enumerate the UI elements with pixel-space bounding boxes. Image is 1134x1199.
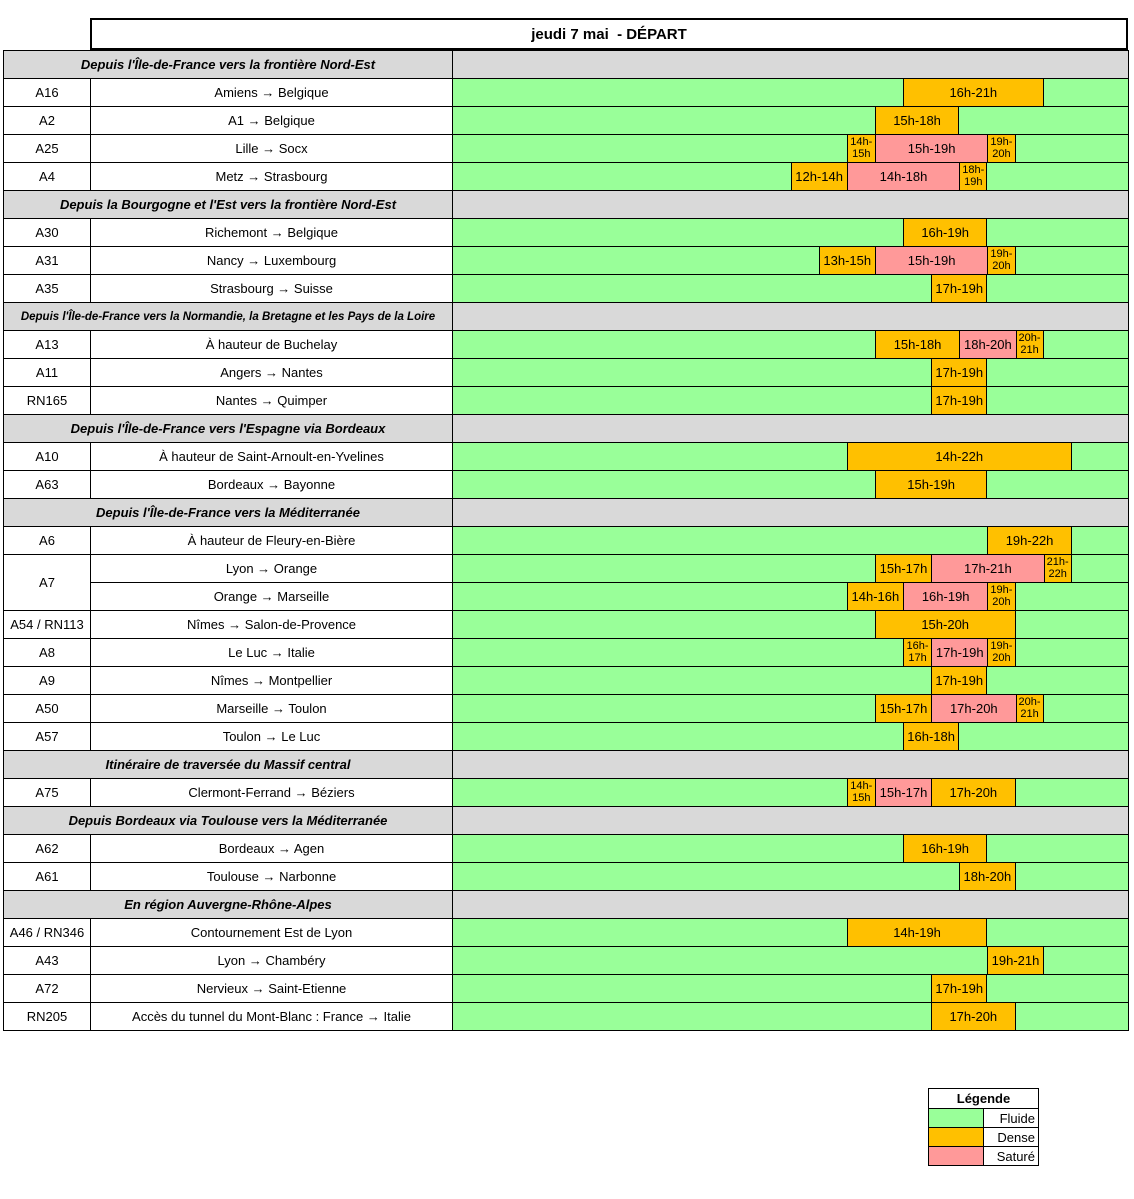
road-code: A43: [4, 947, 91, 975]
traffic-row: [4, 975, 1129, 1003]
traffic-segment-dense: 15h-17h: [875, 555, 931, 582]
timeline-cell: [453, 387, 1129, 415]
traffic-segment-dense: 17h-20h: [931, 779, 1015, 806]
traffic-segment-dense: 15h-20h: [875, 611, 1016, 638]
traffic-segment-dense: [847, 779, 875, 806]
traffic-segment-dense: 15h-19h: [875, 471, 988, 498]
road-code: A75: [4, 779, 91, 807]
section-header-label: Depuis l'Île-de-France vers la Méditerranée: [4, 499, 453, 527]
traffic-table: [3, 50, 1129, 1031]
road-code: A30: [4, 219, 91, 247]
route-label: Nervieux → Saint-Etienne: [91, 975, 453, 1003]
route-label: Nîmes → Salon-de-Provence: [91, 611, 453, 639]
traffic-row: [4, 443, 1129, 471]
segment-label-line: 21h: [1020, 343, 1039, 356]
traffic-row: [4, 779, 1129, 807]
traffic-segment-dense: [987, 583, 1015, 610]
traffic-row: [4, 639, 1129, 667]
timeline-cell: [453, 975, 1129, 1003]
timeline-cell: [453, 555, 1129, 583]
traffic-row: [4, 219, 1129, 247]
road-code: A11: [4, 359, 91, 387]
traffic-segment-dense: 12h-14h: [791, 163, 847, 190]
road-code: A2: [4, 107, 91, 135]
section-header-fill: [453, 51, 1129, 79]
segment-label-line: 18h-: [962, 164, 985, 176]
route-label: Metz → Strasbourg: [91, 163, 453, 191]
timeline-cell: [453, 107, 1129, 135]
timeline-cell: [453, 135, 1129, 163]
segment-label-line: 14h-: [850, 136, 873, 148]
traffic-row: [4, 247, 1129, 275]
segment-label-line: 19h-: [990, 640, 1013, 652]
road-code: A31: [4, 247, 91, 275]
segment-label-line: 22h: [1048, 567, 1067, 580]
route-label: Bordeaux → Bayonne: [91, 471, 453, 499]
traffic-segment-dense: 15h-18h: [875, 331, 959, 358]
traffic-row: [4, 863, 1129, 891]
traffic-row: [91, 583, 1129, 611]
traffic-segment-dense: [1044, 555, 1072, 582]
segment-label-line: 15h: [852, 147, 871, 160]
segment-label-line: 19h-: [990, 136, 1013, 148]
traffic-row: [4, 275, 1129, 303]
section-header-label: Depuis l'Île-de-France vers la Normandie, la Bretagne et les Pays de la Loire: [4, 303, 453, 331]
traffic-row: [4, 79, 1129, 107]
section-header-label: Depuis Bordeaux via Toulouse vers la Méditerranée: [4, 807, 453, 835]
timeline-cell: [453, 443, 1129, 471]
timeline-cell: [453, 863, 1129, 891]
title-spacer: [3, 18, 90, 50]
traffic-segment-dense: 17h-19h: [931, 359, 987, 386]
section-header-row: [4, 751, 1129, 779]
traffic-row: [91, 555, 1129, 583]
route-label: Lyon → Chambéry: [91, 947, 453, 975]
timeline-cell: [453, 331, 1129, 359]
legend-label: Fluide: [999, 1110, 1035, 1126]
segment-label-line: 19h-: [990, 248, 1013, 260]
legend-item-sature: [929, 1147, 1038, 1165]
traffic-segment-dense: 19h-21h: [987, 947, 1043, 974]
road-code: A6: [4, 527, 91, 555]
timeline-cell: [453, 79, 1129, 107]
route-label: Contournement Est de Lyon: [91, 919, 453, 947]
road-code: A10: [4, 443, 91, 471]
route-label: Marseille → Toulon: [91, 695, 453, 723]
traffic-row: [4, 611, 1129, 639]
segment-label-line: 21h: [1020, 707, 1039, 720]
section-header-label: Itinéraire de traversée du Massif central: [4, 751, 453, 779]
traffic-segment-dense: 15h-17h: [875, 695, 931, 722]
segment-label-line: 20h: [992, 595, 1011, 608]
traffic-segment-sature: 17h-20h: [931, 695, 1015, 722]
traffic-row: [4, 667, 1129, 695]
legend-item-fluide: [929, 1109, 1038, 1128]
section-header-row: [4, 891, 1129, 919]
route-label: Angers → Nantes: [91, 359, 453, 387]
route-label: Amiens → Belgique: [91, 79, 453, 107]
traffic-segment-dense: [987, 247, 1015, 274]
road-code: A50: [4, 695, 91, 723]
road-code: A35: [4, 275, 91, 303]
segment-label-line: 20h-: [1018, 332, 1041, 344]
section-header-label: Depuis l'Île-de-France vers l'Espagne via Bordeaux: [4, 415, 453, 443]
segment-label-line: 19h-: [990, 584, 1013, 596]
segment-label-line: 20h: [992, 651, 1011, 664]
route-label: Clermont-Ferrand → Béziers: [91, 779, 453, 807]
timeline-cell: [453, 583, 1129, 611]
traffic-segment-dense: 16h-19h: [903, 219, 987, 246]
traffic-row-group: [4, 555, 1129, 611]
route-label: Lyon → Orange: [91, 555, 453, 583]
timeline-cell: [453, 219, 1129, 247]
section-header-row: [4, 303, 1129, 331]
route-label: Accès du tunnel du Mont-Blanc : France → Italie: [91, 1003, 453, 1031]
road-code: A4: [4, 163, 91, 191]
traffic-row: [4, 919, 1129, 947]
road-code: A61: [4, 863, 91, 891]
timeline-cell: [453, 639, 1129, 667]
traffic-row: [4, 947, 1129, 975]
section-header-label: Depuis la Bourgogne et l'Est vers la frontière Nord-Est: [4, 191, 453, 219]
traffic-segment-dense: 14h-16h: [847, 583, 903, 610]
road-code: A25: [4, 135, 91, 163]
route-group: [91, 555, 1129, 611]
traffic-segment-dense: 16h-19h: [903, 835, 987, 862]
road-code: A62: [4, 835, 91, 863]
road-code: A13: [4, 331, 91, 359]
route-label: Bordeaux → Agen: [91, 835, 453, 863]
traffic-segment-dense: 14h-19h: [847, 919, 988, 946]
segment-label-line: 17h: [908, 651, 927, 664]
traffic-row: [4, 471, 1129, 499]
section-header-label: En région Auvergne-Rhône-Alpes: [4, 891, 453, 919]
road-code: A63: [4, 471, 91, 499]
route-label: Nîmes → Montpellier: [91, 667, 453, 695]
section-header-row: [4, 807, 1129, 835]
section-header-fill: [453, 751, 1129, 779]
traffic-segment-dense: [1016, 695, 1044, 722]
traffic-segment-sature: 18h-20h: [959, 331, 1015, 358]
route-label: Nancy → Luxembourg: [91, 247, 453, 275]
timeline-cell: [453, 947, 1129, 975]
page-title: jeudi 7 mai - DÉPART: [90, 18, 1128, 50]
traffic-row: [4, 723, 1129, 751]
legend-swatch: [929, 1128, 984, 1146]
segment-label-line: 14h-: [850, 780, 873, 792]
legend: [928, 1088, 1039, 1166]
traffic-segment-sature: 17h-21h: [931, 555, 1044, 582]
segment-label-line: 19h: [964, 175, 983, 188]
traffic-segment-dense: 19h-22h: [987, 527, 1071, 554]
section-header-row: [4, 51, 1129, 79]
segment-label-line: 15h: [852, 791, 871, 804]
route-label: Richemont → Belgique: [91, 219, 453, 247]
route-label: Nantes → Quimper: [91, 387, 453, 415]
traffic-row: [4, 695, 1129, 723]
traffic-segment-dense: 17h-19h: [931, 975, 987, 1002]
traffic-segment-sature: 15h-19h: [875, 247, 988, 274]
road-code: A7: [4, 555, 91, 611]
route-label: Toulon → Le Luc: [91, 723, 453, 751]
traffic-segment-dense: 17h-19h: [931, 275, 987, 302]
traffic-segment-dense: 16h-21h: [903, 79, 1044, 106]
traffic-segment-dense: 15h-18h: [875, 107, 959, 134]
traffic-segment-sature: 17h-19h: [931, 639, 987, 666]
traffic-row: [4, 135, 1129, 163]
traffic-segment-sature: 16h-19h: [903, 583, 987, 610]
traffic-segment-dense: 14h-22h: [847, 443, 1072, 470]
road-code: A57: [4, 723, 91, 751]
traffic-row: [4, 107, 1129, 135]
route-label: Strasbourg → Suisse: [91, 275, 453, 303]
road-code: A8: [4, 639, 91, 667]
timeline-cell: [453, 359, 1129, 387]
traffic-segment-dense: 16h-18h: [903, 723, 959, 750]
route-label: À hauteur de Buchelay: [91, 331, 453, 359]
road-code: RN205: [4, 1003, 91, 1031]
route-label: Orange → Marseille: [91, 583, 453, 611]
segment-label-line: 21h-: [1046, 556, 1069, 568]
section-header-fill: [453, 415, 1129, 443]
road-code: A72: [4, 975, 91, 1003]
timeline-cell: [453, 723, 1129, 751]
road-code: A9: [4, 667, 91, 695]
timeline-cell: [453, 527, 1129, 555]
timeline-cell: [453, 779, 1129, 807]
traffic-row: [4, 387, 1129, 415]
section-header-fill: [453, 891, 1129, 919]
legend-swatch: [929, 1109, 984, 1127]
route-label: A1 → Belgique: [91, 107, 453, 135]
timeline-cell: [453, 695, 1129, 723]
route-label: À hauteur de Saint-Arnoult-en-Yvelines: [91, 443, 453, 471]
traffic-segment-dense: 18h-20h: [959, 863, 1015, 890]
traffic-forecast-page: [0, 18, 1134, 1199]
legend-title: Légende: [929, 1089, 1038, 1109]
traffic-row: [4, 527, 1129, 555]
traffic-segment-dense: [987, 135, 1015, 162]
timeline-cell: [453, 835, 1129, 863]
section-header-fill: [453, 303, 1129, 331]
traffic-segment-sature: 15h-19h: [875, 135, 988, 162]
road-code: A16: [4, 79, 91, 107]
traffic-row: [4, 331, 1129, 359]
timeline-cell: [453, 1003, 1129, 1031]
timeline-cell: [453, 163, 1129, 191]
traffic-segment-dense: 17h-19h: [931, 387, 987, 414]
road-code: A54 / RN113: [4, 611, 91, 639]
traffic-segment-sature: 14h-18h: [847, 163, 960, 190]
section-header-fill: [453, 191, 1129, 219]
section-header-row: [4, 191, 1129, 219]
section-header-fill: [453, 807, 1129, 835]
traffic-row: [4, 1003, 1129, 1031]
timeline-cell: [453, 919, 1129, 947]
traffic-row: [4, 359, 1129, 387]
timeline-cell: [453, 667, 1129, 695]
segment-label-line: 16h-: [906, 640, 929, 652]
route-label: À hauteur de Fleury-en-Bière: [91, 527, 453, 555]
traffic-segment-dense: [847, 135, 875, 162]
timeline-cell: [453, 471, 1129, 499]
legend-swatch: [929, 1147, 984, 1165]
route-label: Lille → Socx: [91, 135, 453, 163]
legend-label: Dense: [997, 1129, 1035, 1145]
segment-label-line: 20h: [992, 259, 1011, 272]
segment-label-line: 20h-: [1018, 696, 1041, 708]
route-label: Toulouse → Narbonne: [91, 863, 453, 891]
road-code: A46 / RN346: [4, 919, 91, 947]
traffic-segment-dense: 13h-15h: [819, 247, 875, 274]
timeline-cell: [453, 611, 1129, 639]
traffic-segment-sature: 15h-17h: [875, 779, 931, 806]
section-header-row: [4, 415, 1129, 443]
route-label: Le Luc → Italie: [91, 639, 453, 667]
timeline-cell: [453, 275, 1129, 303]
legend-item-dense: [929, 1128, 1038, 1147]
traffic-row: [4, 835, 1129, 863]
traffic-segment-dense: [959, 163, 987, 190]
section-header-label: Depuis l'Île-de-France vers la frontière Nord-Est: [4, 51, 453, 79]
section-header-row: [4, 499, 1129, 527]
traffic-segment-dense: 17h-19h: [931, 667, 987, 694]
timeline-cell: [453, 247, 1129, 275]
title-row: [3, 18, 1134, 50]
segment-label-line: 20h: [992, 147, 1011, 160]
traffic-row: [4, 163, 1129, 191]
section-header-fill: [453, 499, 1129, 527]
road-code: RN165: [4, 387, 91, 415]
traffic-segment-dense: 17h-20h: [931, 1003, 1015, 1030]
traffic-segment-dense: [1016, 331, 1044, 358]
legend-label: Saturé: [996, 1148, 1035, 1164]
traffic-segment-dense: [903, 639, 931, 666]
traffic-segment-dense: [987, 639, 1015, 666]
